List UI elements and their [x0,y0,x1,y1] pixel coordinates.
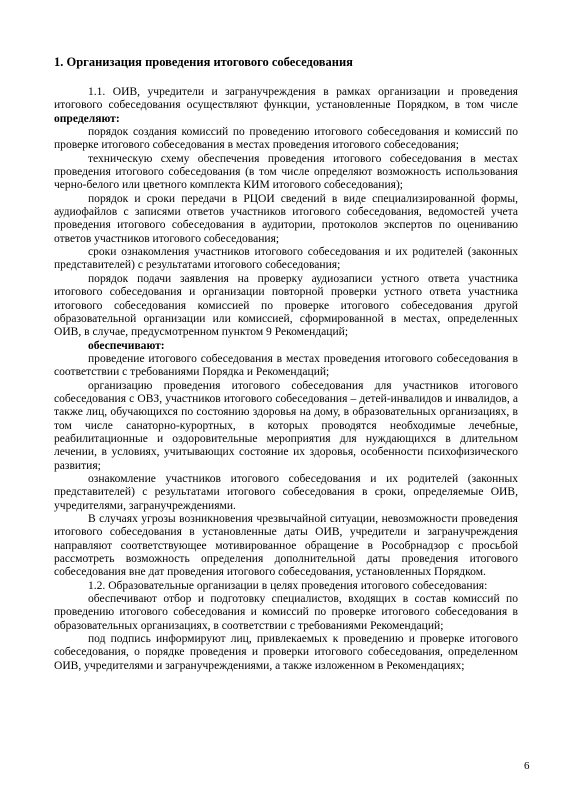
paragraph-1-2: 1.2. Образовательные организации в целях проведения итогового собеседования: [88,579,488,592]
document-body [54,86,518,673]
ensure-label: обеспечивают: [88,339,165,352]
org-item-2: под подпись информируют лиц, привлекаемых к проведению и проверке итогового собеседования, о порядке проведения и проверки итогового собеседования, определенном ОИВ, учредителями и загранучреждениями, а также изложенном в Рекомендациях; [54,633,518,672]
paragraph-1-1-text: 1.1. ОИВ, учредители и загранучреждения в рамках организации и проведения итогового собеседования осуществляют функции, установленные Порядком, в том числе [54,86,518,112]
determine-item-4: сроки ознакомления участников итогового собеседования и их родителей (законных представителей) с результатами итогового собеседования; [54,246,518,272]
paragraph-1-1 [54,86,518,126]
determine-item-5: порядок подачи заявления на проверку аудиозаписи устного ответа участника итогового собеседования и организации повторной проверки устного ответа участника итогового собеседования комиссией по проверке итогового собеседования другой образовательной организации или комиссией, сформированной в местах, определенных ОИВ, в случае, предусмотренном пунктом 9 Рекомендаций; [54,272,518,339]
determine-item-2: техническую схему обеспечения проведения итогового собеседования в местах проведения итогового собеседования (в том числе определяют возможность использования черно-белого или цветного комплекта КИМ итогового собеседования); [54,152,518,192]
ensure-item-3: ознакомление участников итогового собеседования и их родителей (законных представителей) с результатами итогового собеседования в сроки, определяемые ОИВ, учредителями, загранучреждениями. [54,472,518,512]
ensure-item-1: проведение итогового собеседования в местах проведения итогового собеседования в соответствии с требованиями Порядка и Рекомендаций; [54,352,518,379]
ensure-item-2: организацию проведения итогового собеседования для участников итогового собеседования с ОВЗ, участников итогового собеседования – детей-инвалидов и инвалидов, а также лиц, обучающихся по состоянию здоровья на дому, в образовательных организациях, в том числе санаторно-курортных, в которых проводятся необходимые лечебные, реабилитационные и оздоровительные мероприятия для нуждающихся в длительном лечении, в условиях, учитывающих состояние их здоровья, особенности психофизического развития; [54,379,518,472]
determine-item-3: порядок и сроки передачи в РЦОИ сведений в виде специализированной формы, аудиофайлов с записями ответов участников итогового собеседования, ведомостей учета проведения итогового собеседования в аудитории, протоколов экспертов по оцениванию ответов участников итогового собеседования; [54,192,518,245]
determine-item-1: порядок создания комиссий по проведению итогового собеседования и комиссий по проверке итогового собеседования в местах проведения итогового собеседования; [54,126,518,152]
emergency-paragraph: В случаях угрозы возникновения чрезвычайной ситуации, невозможности проведения итогового собеседования в установленные даты ОИВ, учредители и загранучреждения направляют соответствующее мотивированное обращение в Рособрнадзор с просьбой рассмотреть возможность определения дополнительной даты проведения итогового собеседования вне дат проведения итогового собеседования, установленных Порядком. [54,513,518,579]
determine-label: определяют: [54,112,120,125]
page-number: 6 [524,760,530,772]
org-item-1: обеспечивают отбор и подготовку специалистов, входящих в состав комиссий по проведению итогового собеседования и комиссий по проверке итогового собеседования в образовательных организациях, в соответствии с требованиями Рекомендаций; [54,593,518,632]
section-heading: 1. Организация проведения итогового собеседования [54,55,353,69]
